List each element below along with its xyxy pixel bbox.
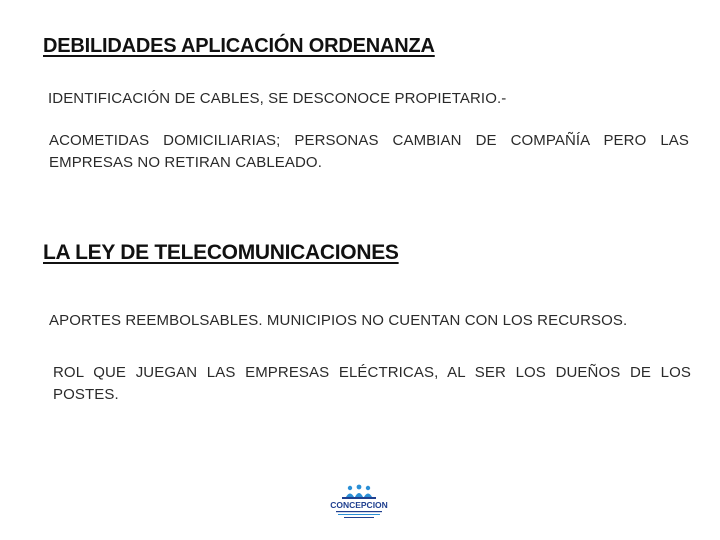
concepcion-logo-graphic [330, 484, 388, 524]
section-heading-debilidades: DEBILIDADES APLICACIÓN ORDENANZA [43, 35, 435, 57]
paragraph-aportes: APORTES REEMBOLSABLES. MUNICIPIOS NO CUENTAN CON LOS RECURSOS. [49, 312, 628, 329]
concepcion-logo [330, 484, 388, 524]
paragraph-identificacion-cables: IDENTIFICACIÓN DE CABLES, SE DESCONOCE PROPIETARIO.- [48, 90, 507, 107]
logo-wordmark: CONCEPCION [330, 500, 388, 510]
section-heading-ley-telecomunicaciones: LA LEY DE TELECOMUNICACIONES [43, 241, 399, 264]
paragraph-acometidas: ACOMETIDAS DOMICILIARIAS; PERSONAS CAMBIAN DE COMPAÑÍA PERO LAS EMPRESAS NO RETIRAN CABLEADO. [49, 132, 689, 171]
paragraph-rol-empresas: ROL QUE JUEGAN LAS EMPRESAS ELÉCTRICAS, AL SER LOS DUEÑOS DE LOS POSTES. [53, 364, 691, 403]
